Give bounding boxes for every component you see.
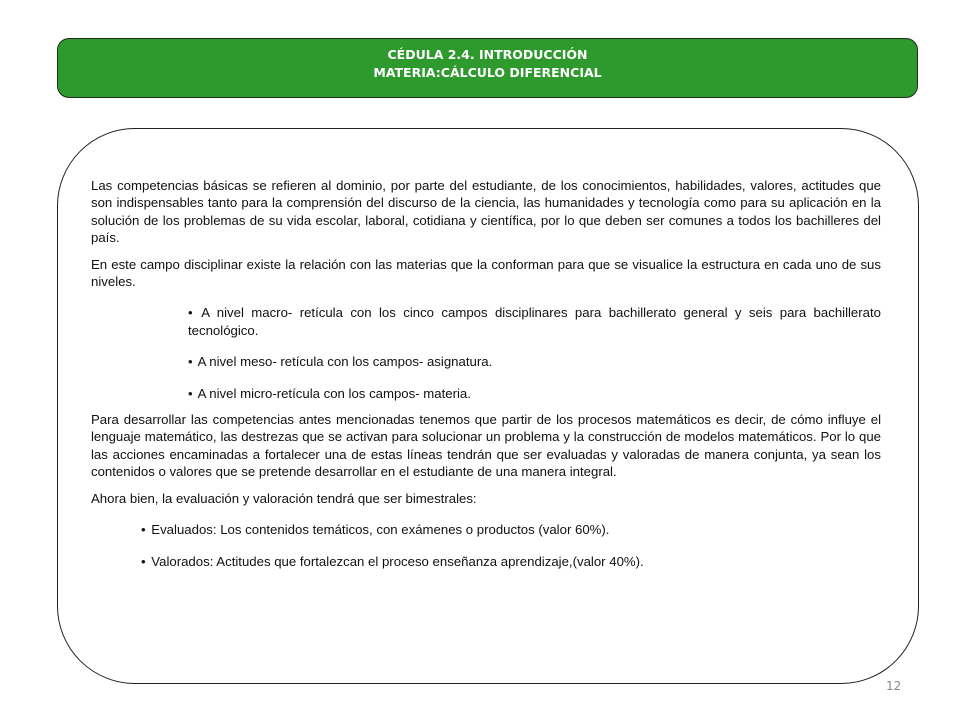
discipline-paragraph: En este campo disciplinar existe la relación con las materias que la conforman para que se visualice la estructura en cada uno de sus niveles. xyxy=(91,256,881,290)
list-item xyxy=(188,353,881,370)
bullet-icon: • xyxy=(188,385,193,401)
header-banner xyxy=(57,38,918,98)
page-number: 12 xyxy=(886,679,902,693)
competencies-paragraph: Para desarrollar las competencias antes mencionadas tenemos que partir de los procesos matemáticos es decir, de cómo influye el lenguaje matemático, las destrezas que se activan para solucionar un problema y la construcción de modelos matemáticos. Por lo que las acciones encaminadas a fortalecer una de estas líneas tendrán que ser evaluadas y valoradas de manera conjunta, ya sean los contenidos o valores que se pretende desarrollar en el estudiante de una manera integral. xyxy=(91,412,881,480)
bullet-icon: • xyxy=(188,305,193,321)
level-macro-text: A nivel macro- retícula con los cinco campos disciplinares para bachillerato general y seis para bachillerato tecnológico. xyxy=(188,305,881,338)
intro-paragraph: Las competencias básicas se refieren al dominio, por parte del estudiante, de los conocimientos, habilidades, valores, actitudes que son indispensables tanto para la comprensión del discurso de la ciencia, las humanidades y tecnología como para su aplicación en la solución de los problemas de su vida escolar, laboral, cotidiana y científica, por lo que deben ser comunes a todos los bachilleres del país. xyxy=(91,178,881,246)
level-micro-text: A nivel micro-retícula con los campos- materia. xyxy=(197,385,471,401)
evaluation-intro: Ahora bien, la evaluación y valoración tendrá que ser bimestrales: xyxy=(91,490,477,506)
bullet-icon: • xyxy=(141,522,146,538)
valued-text: Valorados: Actitudes que fortalezcan el proceso enseñanza aprendizaje,(valor 40%). xyxy=(151,553,644,569)
bullet-icon: • xyxy=(141,553,146,569)
content-body xyxy=(91,177,881,579)
list-item xyxy=(188,304,881,339)
list-item xyxy=(141,521,881,538)
list-item xyxy=(141,553,881,570)
bullet-icon: • xyxy=(188,354,193,370)
subject-title: MATERIA:CÁLCULO DIFERENCIAL xyxy=(373,65,602,80)
document-title: CÉDULA 2.4. INTRODUCCIÓN xyxy=(387,47,588,62)
list-item xyxy=(188,385,881,402)
level-meso-text: A nivel meso- retícula con los campos- asignatura. xyxy=(197,354,493,370)
evaluated-text: Evaluados: Los contenidos temáticos, con exámenes o productos (valor 60%). xyxy=(151,522,610,538)
